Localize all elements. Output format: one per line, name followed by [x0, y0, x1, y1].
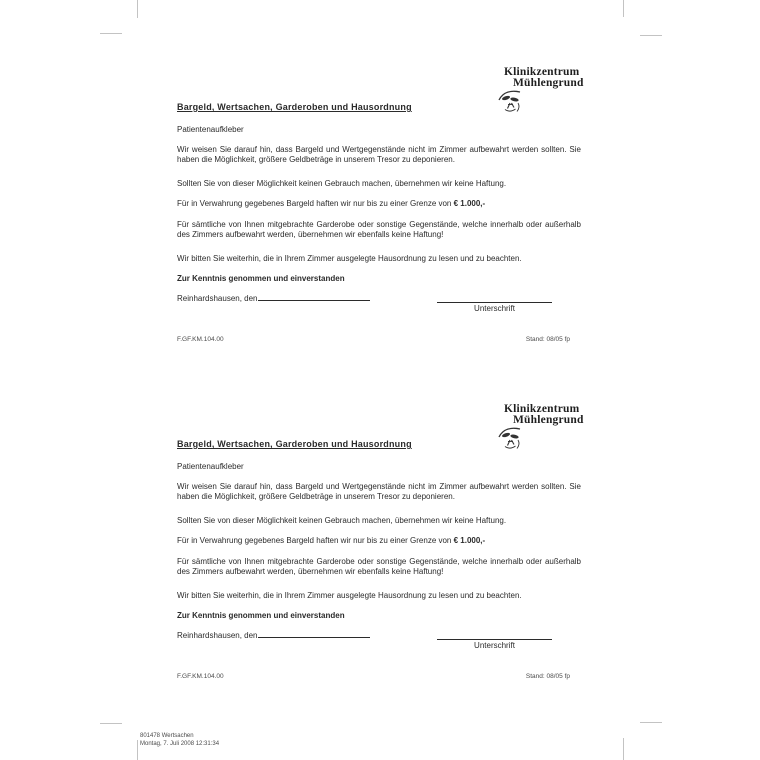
paragraph-cash-limit: [177, 199, 581, 209]
clinic-name-line2: Mühlengrund: [513, 414, 584, 426]
signature-line: [437, 302, 552, 303]
paragraph-valuables: Wir weisen Sie darauf hin, dass Bargeld und Wertgegenstände nicht im Zimmer aufbewahrt werden sollten. Sie haben die Möglichkeit, größere Geldbeträge in unserem Tresor zu deponieren.: [177, 145, 581, 164]
version-stamp: Stand: 08/05 fp: [525, 336, 570, 343]
clinic-name-line2: Mühlengrund: [513, 77, 584, 89]
version-stamp: Stand: 08/05 fp: [525, 673, 570, 680]
form-number: F.GF.KM.104.00: [177, 336, 224, 343]
paragraph-wardrobe: Für sämtliche von Ihnen mitgebrachte Garderobe oder sonstige Gegenstände, welche innerhalb oder außerhalb des Zimmers aufbewahrt werden, übernehmen wir ebenfalls keine Haftung!: [177, 557, 581, 576]
cash-limit-text: Für in Verwahrung gegebenes Bargeld haften wir nur bis zu einer Grenze von: [177, 536, 454, 545]
paragraph-valuables: Wir weisen Sie darauf hin, dass Bargeld und Wertgegenstände nicht im Zimmer aufbewahrt werden sollten. Sie haben die Möglichkeit, größere Geldbeträge in unserem Tresor zu deponieren.: [177, 482, 581, 501]
crop-mark-top-left-vertical: [137, 0, 138, 18]
clinic-name-line1: Klinikzentrum: [504, 403, 580, 415]
signature-label: Unterschrift: [474, 641, 515, 650]
print-job-timestamp: Montag, 7. Juli 2008 12:31:34: [140, 741, 220, 747]
cash-limit-amount: € 1.000,-: [453, 199, 486, 208]
cash-limit-text: Für in Verwahrung gegebenes Bargeld haften wir nur bis zu einer Grenze von: [177, 199, 454, 208]
crop-mark-top-left-horizontal: [100, 33, 122, 34]
crop-mark-bottom-left-horizontal: [100, 723, 122, 724]
date-fill-line: [258, 292, 370, 301]
paragraph-house-rules: Wir bitten Sie weiterhin, die in Ihrem Zimmer ausgelegte Hausordnung zu lesen und zu beachten.: [177, 591, 522, 600]
paragraph-house-rules: Wir bitten Sie weiterhin, die in Ihrem Zimmer ausgelegte Hausordnung zu lesen und zu beachten.: [177, 254, 522, 263]
form-number: F.GF.KM.104.00: [177, 673, 224, 680]
form-copy-1: [137, 64, 623, 364]
print-job-footer: [140, 732, 219, 748]
place-date-row: [177, 629, 370, 640]
print-job-name: 801478 Wertsachen: [140, 733, 194, 739]
place-date-label: Reinhardshausen, den: [177, 631, 258, 640]
paragraph-wardrobe: Für sämtliche von Ihnen mitgebrachte Garderobe oder sonstige Gegenstände, welche innerhalb oder außerhalb des Zimmers aufbewahrt werden, übernehmen wir ebenfalls keine Haftung!: [177, 220, 581, 239]
form-title: Bargeld, Wertsachen, Garderoben und Hausordnung: [177, 102, 412, 112]
consent-statement: Zur Kenntnis genommen und einverstanden: [177, 274, 345, 283]
form-copy-2: [137, 401, 623, 701]
place-date-label: Reinhardshausen, den: [177, 294, 258, 303]
patient-sticker-label: Patientenaufkleber: [177, 125, 244, 134]
crop-mark-top-right-horizontal: [640, 35, 662, 36]
patient-sticker-label: Patientenaufkleber: [177, 462, 244, 471]
crop-mark-bottom-right-vertical: [623, 738, 624, 760]
consent-statement: Zur Kenntnis genommen und einverstanden: [177, 611, 345, 620]
crop-mark-bottom-left-vertical: [137, 740, 138, 760]
date-fill-line: [258, 629, 370, 638]
clinic-name-line1: Klinikzentrum: [504, 66, 580, 78]
form-title: Bargeld, Wertsachen, Garderoben und Hausordnung: [177, 439, 412, 449]
place-date-row: [177, 292, 370, 303]
signature-line: [437, 639, 552, 640]
signature-label: Unterschrift: [474, 304, 515, 313]
paragraph-cash-limit: [177, 536, 581, 546]
cash-limit-amount: € 1.000,-: [453, 536, 486, 545]
paragraph-no-liability: Sollten Sie von dieser Möglichkeit keinen Gebrauch machen, übernehmen wir keine Haftung.: [177, 516, 507, 525]
crop-mark-bottom-right-horizontal: [640, 722, 662, 723]
paragraph-no-liability: Sollten Sie von dieser Möglichkeit keinen Gebrauch machen, übernehmen wir keine Haftung.: [177, 179, 507, 188]
crop-mark-top-right-vertical: [623, 0, 624, 17]
